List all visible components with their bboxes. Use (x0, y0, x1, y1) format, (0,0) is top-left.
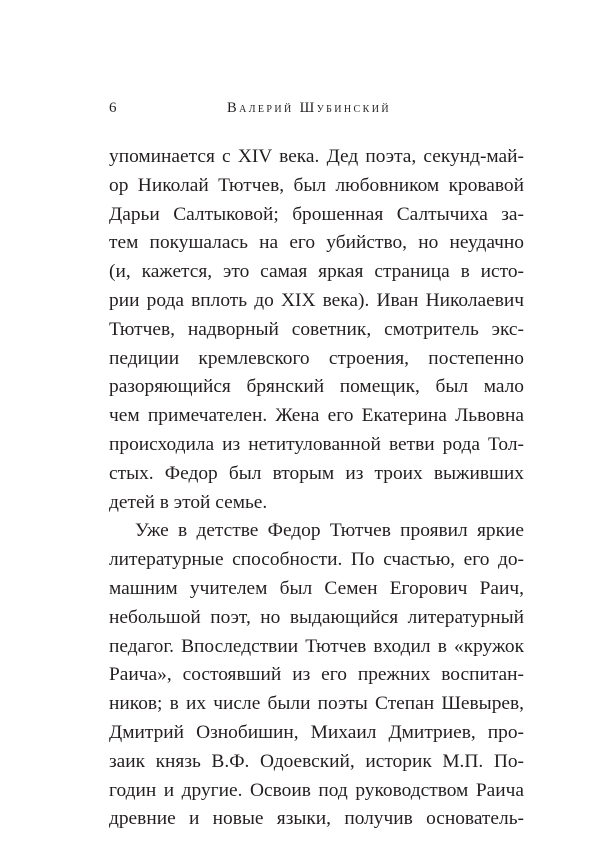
text-line: (и, кажется, это самая яркая страница в исто- (109, 261, 524, 283)
text-line: заик князь В.Ф. Одоевский, историк М.П. По- (109, 750, 524, 772)
text-line: ор Николай Тютчев, был любовником кровавой (109, 174, 524, 196)
text-line: Уже в детстве Федор Тютчев проявил яркие (135, 520, 524, 542)
text-line: небольшой поэт, но выдающийся литературный (109, 606, 524, 628)
text-line: тем покушалась на его убийство, но неудачно (109, 232, 524, 254)
text-line: упоминается с XIV века. Дед поэта, секунд-май- (109, 146, 524, 167)
text-line: разоряющийся брянский помещик, был мало (109, 376, 524, 398)
text-line: рии рода вплоть до XIX века). Иван Николаевич (109, 289, 524, 311)
text-line: педиции кремлевского строения, постепенно (109, 347, 524, 369)
text-line: древние и новые языки, получив основатель- (109, 808, 524, 830)
text-line: ников; в их числе были поэты Степан Шевырев, (109, 693, 524, 715)
text-line: машним учителем был Семен Егорович Раич, (109, 577, 524, 599)
text-line: годин и другие. Освоив под руководством Раича (109, 779, 524, 801)
body-text (109, 143, 524, 834)
running-header (0, 96, 600, 120)
text-line: литературные способности. По счастью, его до- (109, 549, 524, 571)
text-line: детей в этой семье. (109, 491, 268, 513)
text-line: Тютчев, надворный советник, смотритель экс- (109, 318, 524, 340)
text-line: стых. Федор был вторым из троих выживших (109, 462, 524, 484)
text-line: Дмитрий Ознобишин, Михаил Дмитриев, про- (109, 721, 524, 743)
text-line: Раича», состоявший из его прежних воспитан- (109, 664, 524, 686)
text-line: чем примечателен. Жена его Екатерина Львовна (109, 405, 524, 427)
running-title: Валерий Шубинский (227, 100, 391, 116)
page-number: 6 (109, 100, 117, 116)
text-line: Дарьи Салтыковой; брошенная Салтычиха за- (109, 203, 524, 225)
text-line: педагог. Впоследствии Тютчев входил в «кружок (109, 635, 524, 657)
text-line: происходила из нетитулованной ветви рода Тол- (109, 433, 524, 455)
